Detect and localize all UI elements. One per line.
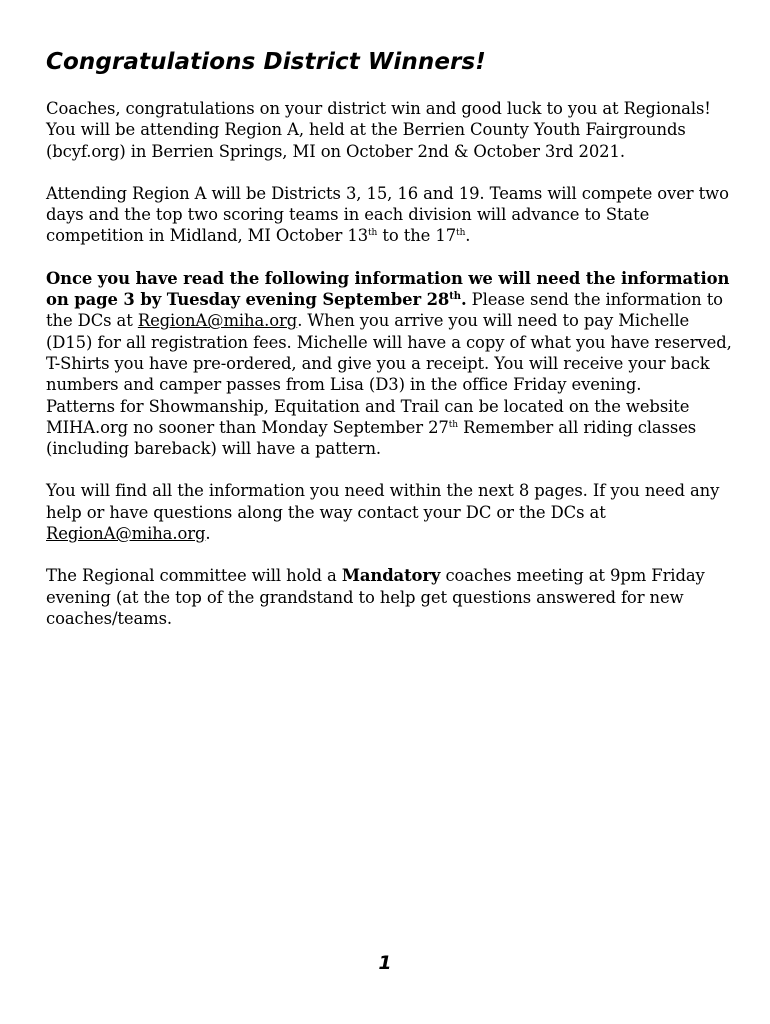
email-link[interactable]: RegionA@miha.org xyxy=(46,524,206,544)
mandatory-emphasis: Mandatory xyxy=(341,566,441,586)
meeting-text-a: The Regional committee will hold a xyxy=(46,566,342,586)
page-number: 1 xyxy=(378,952,392,974)
intro-paragraph xyxy=(46,98,736,162)
help-text-b: . xyxy=(205,524,211,544)
deadline-period: . xyxy=(460,290,467,310)
superscript-th: th xyxy=(368,228,378,239)
superscript-th: th xyxy=(449,291,461,303)
registration-text-b: . When you arrive you will need to pay Michelle (D15) for all registration fees. Michelle will have a copy of what you have reserved, T-Shirts you have pre-ordered, and give you a receipt. You will receive your back numbers and camper passes from Lisa (D3) in the office Friday evening. xyxy=(46,311,732,395)
patterns-text-b: Remember all riding classes (including bareback) will have a pattern. xyxy=(46,417,697,459)
deadline-text: Once you have read the following information we will need the information on page 3 by Tuesday evening September 28 xyxy=(46,268,730,310)
meeting-paragraph xyxy=(46,565,736,629)
superscript-th: th xyxy=(456,228,466,239)
help-paragraph xyxy=(46,480,736,544)
help-text-a: You will find all the information you need within the next 8 pages. If you need any help or have questions along the way contact your DC or the DCs at xyxy=(46,481,720,522)
attending-paragraph xyxy=(46,183,736,247)
patterns-paragraph xyxy=(46,396,736,460)
attending-text-a: Attending Region A will be Districts 3, 15, 16 and 19. Teams will compete over two days and the top two scoring teams in each division will advance to State competition in Midland, MI October 13 xyxy=(46,183,729,246)
meeting-text-b: coaches meeting at 9pm Friday evening (at the top of the grandstand to help get questions answered for new coaches/teams. xyxy=(46,566,705,628)
attending-text-c: . xyxy=(465,226,471,246)
email-link[interactable]: RegionA@miha.org xyxy=(137,311,298,331)
superscript-th: th xyxy=(448,419,458,430)
registration-paragraph xyxy=(46,268,736,396)
page-title: Congratulations District Winners! xyxy=(46,49,486,75)
document-page xyxy=(46,46,736,650)
attending-text-b: to the 17 xyxy=(377,226,457,246)
patterns-text-a: Patterns for Showmanship, Equitation and Trail can be located on the website MIHA.org no sooner than Monday September 27 xyxy=(46,396,690,437)
intro-text: Coaches, congratulations on your district win and good luck to you at Regionals! You will be attending Region A, held at the Berrien County Youth Fairgrounds (bcyf.org) in Berrien Springs, MI on October 2nd & October 3rd 2021. xyxy=(46,99,711,161)
registration-text-a: Please send the information to the DCs at xyxy=(46,290,723,331)
